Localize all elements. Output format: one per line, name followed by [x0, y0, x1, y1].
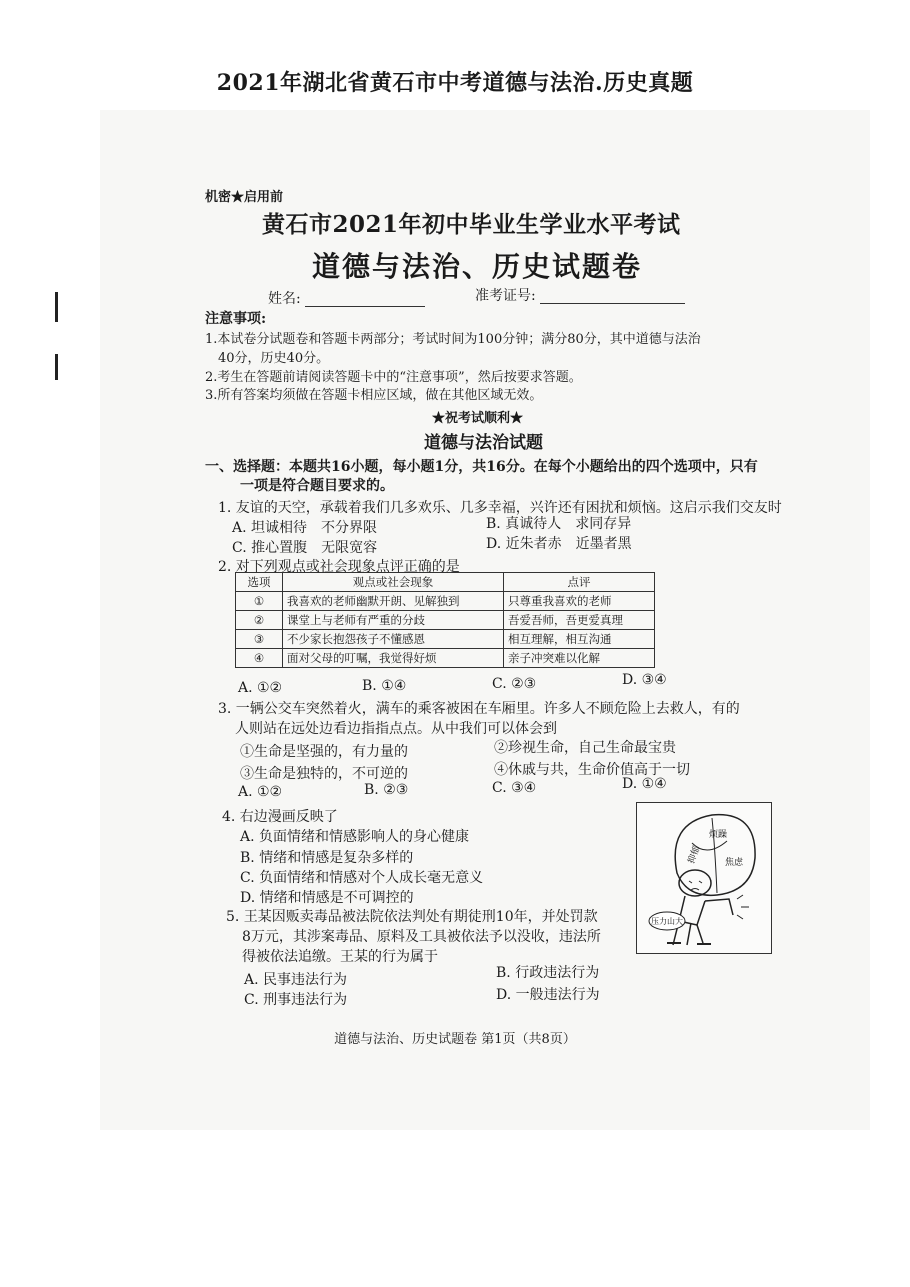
table-cell: 我喜欢的老师幽默开朗、见解独到 [283, 592, 504, 611]
q3-statement-4: ④休戚与共，生命价值高于一切 [494, 762, 690, 778]
table-cell: ② [236, 611, 283, 630]
cartoon-illustration [637, 803, 771, 953]
table-row [236, 592, 655, 611]
q5-stem: 5. 王某因贩卖毒品被法院依法判处有期徒刑10年，并处罚款 [226, 909, 598, 925]
notice-item: 3.所有答案均须做在答题卡相应区域，做在其他区域无效。 [205, 388, 543, 403]
q1-option-b: B. 真诚待人 求同存异 [486, 516, 632, 532]
q5-stem: 得被依法追缴。王某的行为属于 [242, 949, 438, 965]
exam-subtitle: 道德与法治、历史试题卷 [312, 250, 643, 283]
q3-statement-1: ①生命是坚强的，有力量的 [240, 744, 408, 760]
q5-option-a: A. 民事违法行为 [244, 972, 348, 988]
q5-option-c: C. 刑事违法行为 [244, 992, 348, 1008]
secret-label: 机密★启用前 [205, 190, 284, 205]
q1-stem: 1. 友谊的天空，承载着我们几多欢乐、几多幸福，兴许还有困扰和烦恼。这启示我们交友时 [218, 500, 782, 516]
q3-stem: 3. 一辆公交车突然着火，满车的乘客被困在车厢里。许多人不顾危险上去救人，有的 [218, 701, 740, 717]
q2-option-c: C. ②③ [492, 676, 537, 692]
q4-option-d: D. 情绪和情感是不可调控的 [240, 890, 414, 906]
q2-table [235, 572, 655, 668]
margin-mark [55, 292, 58, 322]
margin-mark [55, 354, 58, 380]
table-cell: 亲子冲突难以化解 [504, 649, 655, 668]
table-cell: 吾爱吾师，吾更爱真理 [504, 611, 655, 630]
q3-option-d: D. ①④ [622, 776, 667, 792]
stress-cartoon [636, 802, 772, 954]
table-header: 点评 [504, 573, 655, 592]
q2-option-b: B. ①④ [362, 678, 407, 694]
table-cell: 课堂上与老师有严重的分歧 [283, 611, 504, 630]
table-cell: 只尊重我喜欢的老师 [504, 592, 655, 611]
notice-item: 40分，历史40分。 [218, 351, 330, 366]
q3-option-c: C. ③④ [492, 780, 537, 796]
table-cell: ③ [236, 630, 283, 649]
cartoon-label: 烦躁 [709, 830, 728, 840]
q3-option-a: A. ①② [238, 784, 283, 800]
q5-stem: 8万元，其涉案毒品、原料及工具被依法予以没收，违法所 [242, 929, 601, 945]
name-label: 姓名: [268, 291, 301, 307]
q1-option-c: C. 推心置腹 无限宽容 [232, 540, 378, 556]
page-footer: 道德与法治、历史试题卷 第1页（共8页） [334, 1032, 576, 1047]
table-row [236, 649, 655, 668]
cartoon-label: 焦虑 [725, 858, 744, 868]
q3-statement-2: ②珍视生命，自己生命最宝贵 [494, 740, 676, 756]
good-luck: ★祝考试顺利★ [432, 411, 524, 426]
id-field [475, 285, 685, 305]
table-cell: 不少家长抱怨孩子不懂感恩 [283, 630, 504, 649]
cartoon-label: 抑郁 [686, 844, 703, 866]
table-header: 选项 [236, 573, 283, 592]
id-label: 准考证号: [475, 288, 536, 304]
section-title: 道德与法治试题 [424, 433, 543, 453]
q3-option-b: B. ②③ [364, 782, 409, 798]
q2-option-a: A. ①② [238, 680, 283, 696]
q3-stem: 人则站在远处边看边指指点点。从中我们可以体会到 [235, 721, 557, 737]
name-field [268, 288, 425, 308]
q4-option-a: A. 负面情绪和情感影响人的身心健康 [240, 829, 470, 845]
q5-option-b: B. 行政违法行为 [496, 965, 600, 981]
q4-option-b: B. 情绪和情感是复杂多样的 [240, 850, 414, 866]
table-cell: ④ [236, 649, 283, 668]
q3-statement-3: ③生命是独特的，不可逆的 [240, 766, 408, 782]
table-header: 观点或社会现象 [283, 573, 504, 592]
notice-item: 1.本试卷分试题卷和答题卡两部分；考试时间为100分钟；满分80分，其中道德与法治 [205, 332, 701, 347]
cartoon-label: 压力山大 [651, 917, 683, 926]
q1-option-d: D. 近朱者赤 近墨者黑 [486, 536, 632, 552]
id-underline [540, 289, 685, 304]
table-cell: 相互理解，相互沟通 [504, 630, 655, 649]
table-cell: 面对父母的叮嘱，我觉得好烦 [283, 649, 504, 668]
table-cell: ① [236, 592, 283, 611]
q2-stem: 2. 对下列观点或社会现象点评正确的是 [218, 559, 460, 575]
q2-option-d: D. ③④ [622, 672, 667, 688]
exam-title: 黄石市2021年初中毕业生学业水平考试 [262, 211, 681, 238]
part1-instructions: 一、选择题：本题共16小题，每小题1分，共16分。在每个小题给出的四个选项中，只有 [205, 459, 758, 475]
part1-instructions: 一项是符合题目要求的。 [240, 478, 394, 494]
name-underline [305, 292, 425, 307]
notice-item: 2.考生在答题前请阅读答题卡中的“注意事项”，然后按要求答题。 [205, 370, 582, 385]
q4-option-c: C. 负面情绪和情感对个人成长毫无意义 [240, 870, 484, 886]
page-header: 2021年湖北省黄石市中考道德与法治.历史真题 [216, 70, 694, 96]
q5-option-d: D. 一般违法行为 [496, 987, 600, 1003]
q1-option-a: A. 坦诚相待 不分界限 [232, 520, 378, 536]
notice-heading: 注意事项: [205, 311, 267, 327]
table-header-row [236, 573, 655, 592]
q4-stem: 4. 右边漫画反映了 [222, 809, 338, 825]
table-row [236, 611, 655, 630]
table-row [236, 630, 655, 649]
